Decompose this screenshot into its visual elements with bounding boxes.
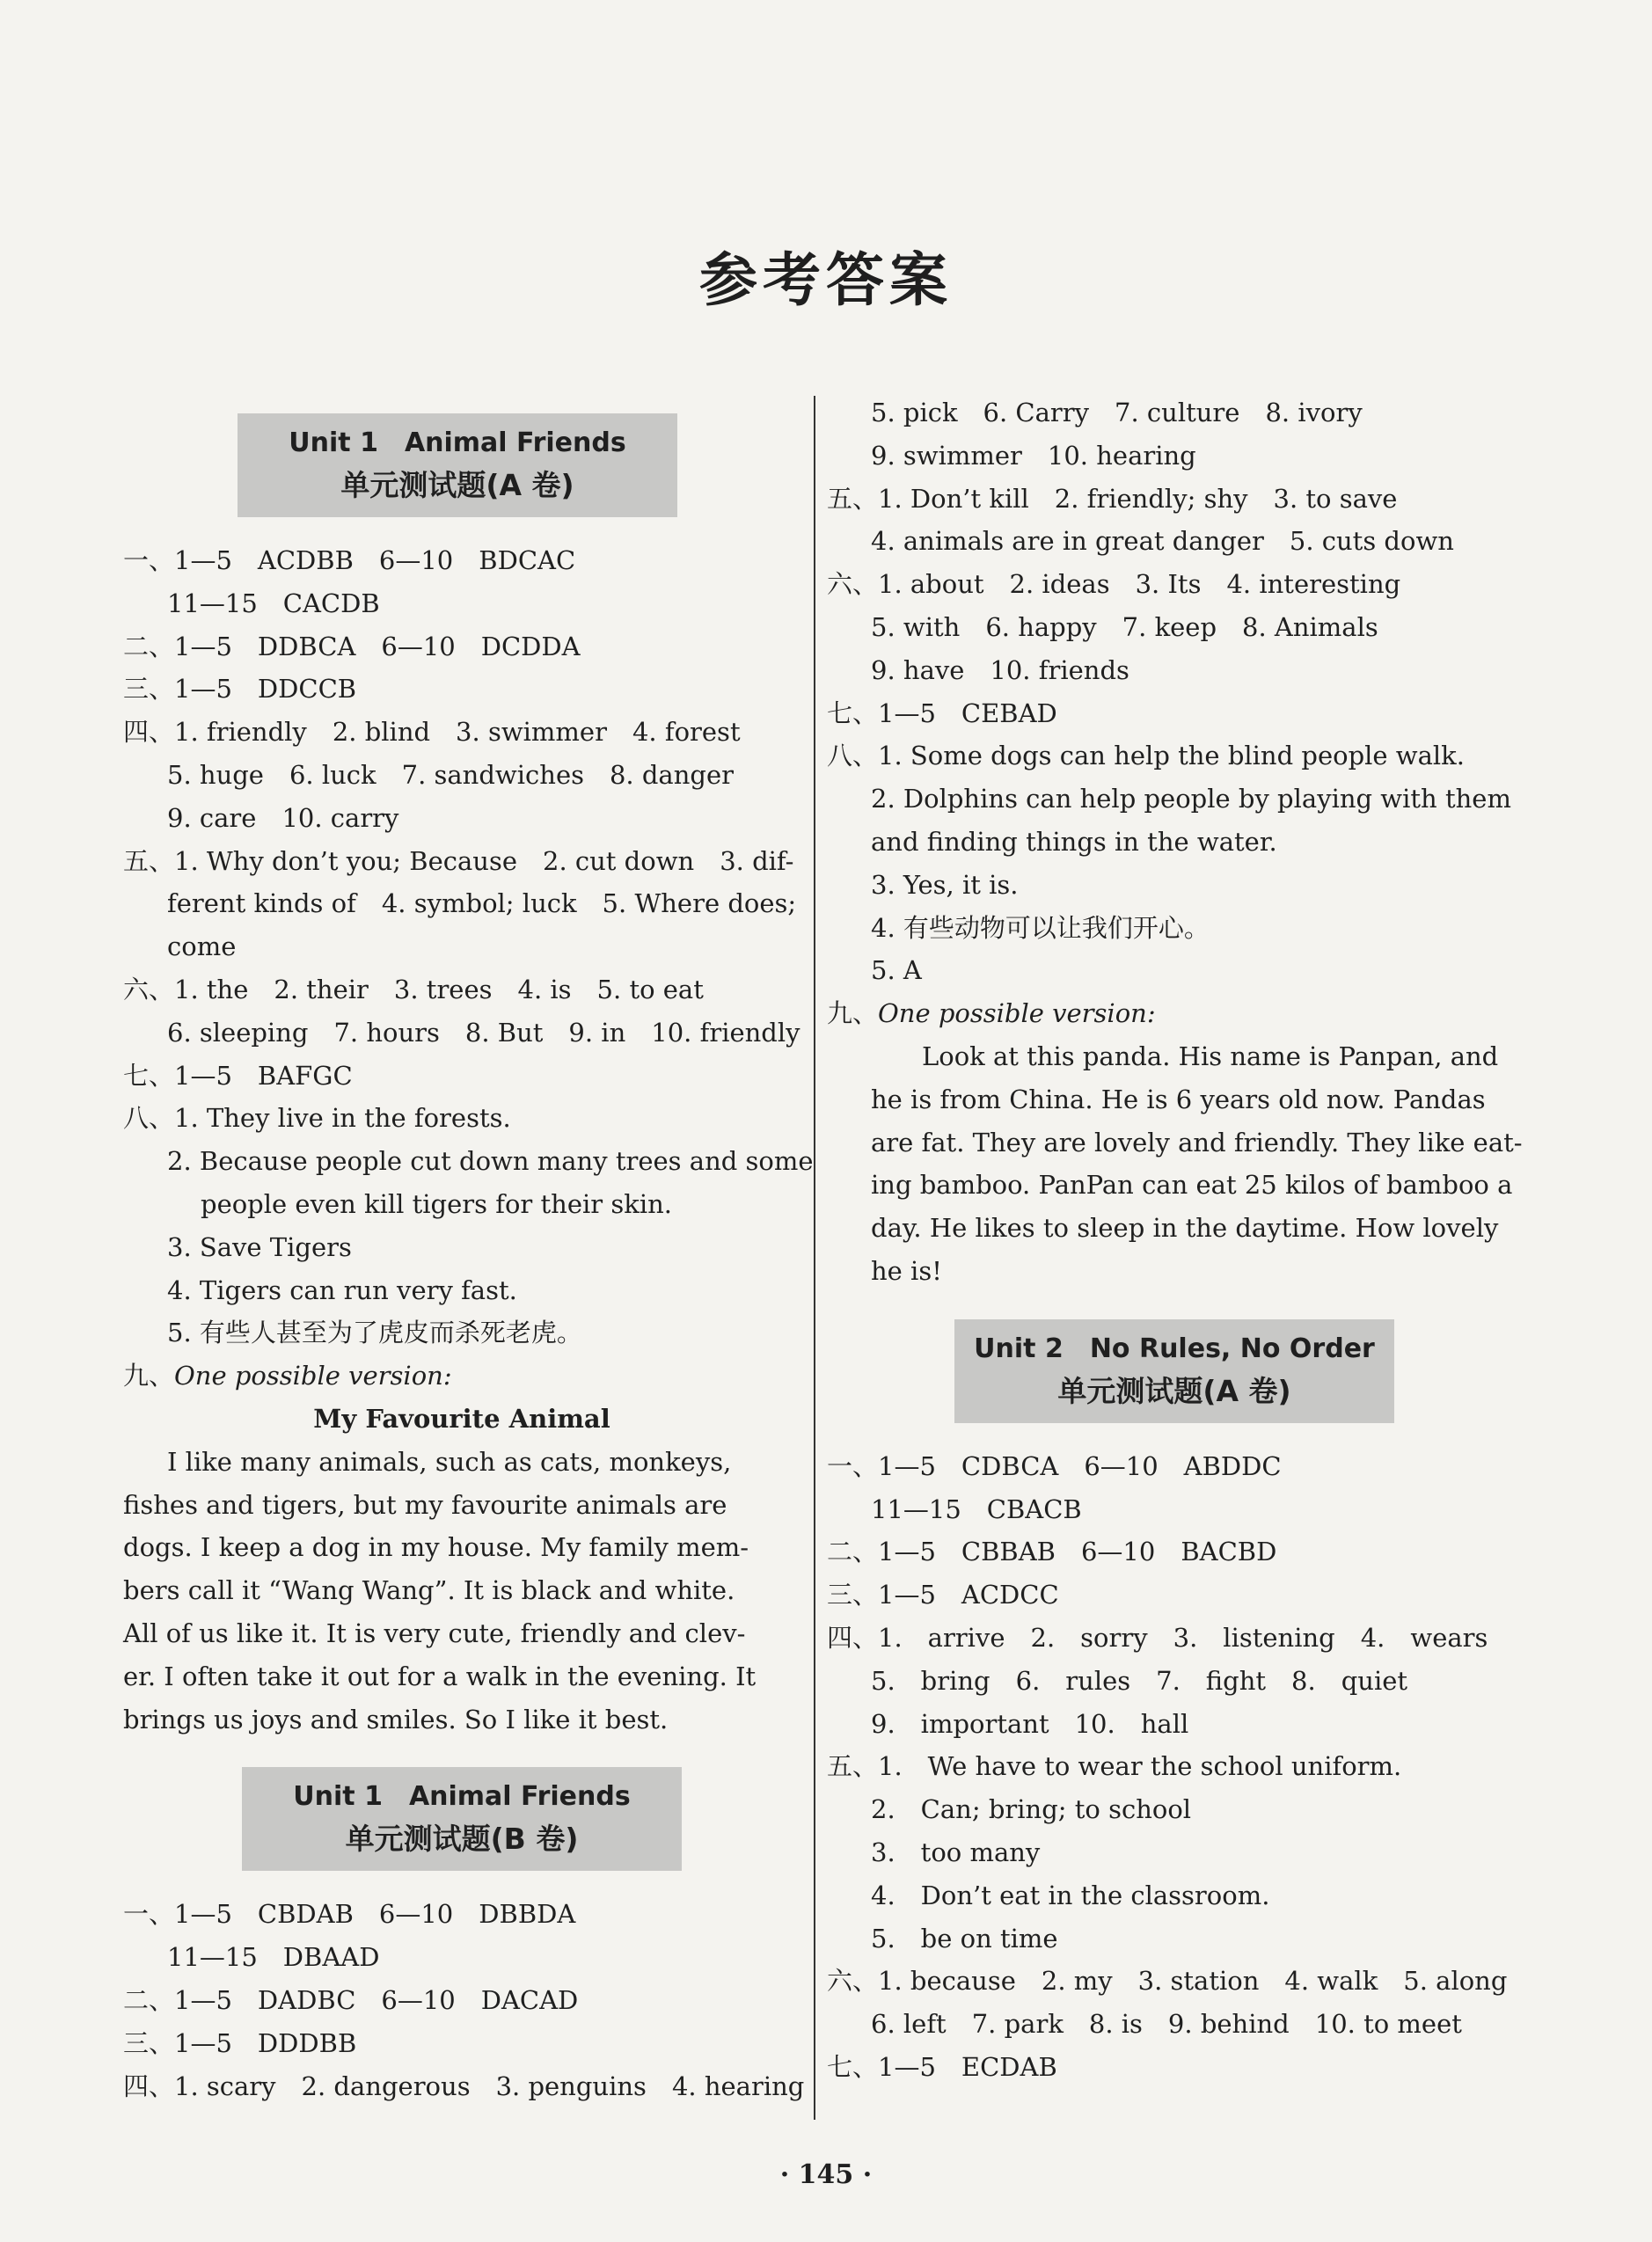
answer-line: and finding things in the water. xyxy=(871,826,1277,857)
answer-line: day. He likes to sleep in the daytime. How lovely xyxy=(871,1213,1499,1244)
answer-line: 9. swimmer 10. hearing xyxy=(871,440,1196,471)
answer-line xyxy=(827,992,1513,1035)
answer-line: 5. 有些人甚至为了虎皮而杀死老虎。 xyxy=(167,1318,582,1348)
answer-line: are fat. They are lovely and friendly. They like eat- xyxy=(871,1127,1523,1158)
answer-line: 3. Yes, it is. xyxy=(871,869,1019,900)
answer-line: 2. Because people cut down many trees and some xyxy=(167,1146,814,1177)
answer-line: All of us like it. It is very cute, friendly and clev- xyxy=(123,1618,746,1648)
answer-line: 4. animals are in great danger 5. cuts down xyxy=(871,526,1454,557)
answer-line: 七、1—5 CEBAD xyxy=(827,697,1057,728)
answer-line: 3. Save Tigers xyxy=(167,1231,352,1262)
answer-line: 六、1. about 2. ideas 3. Its 4. interesting xyxy=(827,569,1401,600)
question-number: 九、 xyxy=(827,998,879,1029)
answer-line: 六、1. the 2. their 3. trees 4. is 5. to eat xyxy=(123,974,704,1004)
right-column xyxy=(827,391,1523,2089)
answer-line: 2. Can; bring; to school xyxy=(871,1794,1192,1825)
answer-line: 一、1—5 ACDBB 6—10 BDCAC xyxy=(123,545,576,575)
answer-line: 六、1. because 2. my 3. station 4. walk 5. along xyxy=(827,1966,1508,1997)
test-title: 单元测试题(A 卷) xyxy=(340,468,574,502)
answer-line: 三、1—5 ACDCC xyxy=(827,1580,1059,1610)
answer-line: 9. have 10. friends xyxy=(871,654,1129,685)
answer-line: 5. with 6. happy 7. keep 8. Animals xyxy=(871,611,1378,642)
answer-line: 二、1—5 DADBC 6—10 DACAD xyxy=(123,1984,579,2015)
answer-line: 5. A xyxy=(871,955,922,986)
answer-line: fishes and tigers, but my favourite animals are xyxy=(123,1489,727,1520)
answer-line: 三、1—5 DDCCB xyxy=(123,674,357,705)
answer-line: bers call it “Wang Wang”. It is black and white. xyxy=(123,1575,735,1606)
spacer xyxy=(123,1741,800,1767)
answer-line: 八、1. Some dogs can help the blind people walk. xyxy=(827,741,1465,771)
answer-line: ing bamboo. PanPan can eat 25 kilos of bamboo a xyxy=(871,1170,1513,1201)
answer-line: 11—15 CBACB xyxy=(871,1493,1082,1524)
answer-line: dogs. I keep a dog in my house. My family mem- xyxy=(123,1532,749,1563)
answer-line: 七、1—5 ECDAB xyxy=(827,2051,1057,2082)
answer-line: Look at this panda. His name is Panpan, and xyxy=(871,1041,1499,1071)
answer-line: 4. 有些动物可以让我们开心。 xyxy=(871,912,1210,943)
spacer xyxy=(827,1293,1513,1319)
answer-line: 二、1—5 DDBCA 6—10 DCDDA xyxy=(123,631,581,661)
column-divider xyxy=(814,396,815,2120)
section-header-box xyxy=(242,1767,682,1871)
answer-line: 5. huge 6. luck 7. sandwiches 8. danger xyxy=(167,759,734,790)
answer-line: 6. left 7. park 8. is 9. behind 10. to meet xyxy=(871,2009,1462,2040)
answer-line: 11—15 DBAAD xyxy=(167,1942,380,1973)
answer-line: 2. Dolphins can help people by playing with them xyxy=(871,784,1511,814)
essay-title: My Favourite Animal xyxy=(313,1403,610,1434)
version-label: One possible version: xyxy=(174,1361,452,1391)
answer-line: people even kill tigers for their skin. xyxy=(201,1188,672,1219)
left-column xyxy=(123,413,814,2107)
answer-line: I like many animals, such as cats, monkeys, xyxy=(167,1446,732,1477)
answer-line: 三、1—5 DDDBB xyxy=(123,2027,357,2058)
answer-line: ferent kinds of 4. symbol; luck 5. Where does; xyxy=(167,888,797,919)
answer-line: 5. be on time xyxy=(871,1923,1058,1954)
answer-line: 二、1—5 CBBAB 6—10 BACBD xyxy=(827,1537,1277,1567)
answer-line: 9. care 10. carry xyxy=(167,802,399,833)
test-title: 单元测试题(A 卷) xyxy=(1057,1373,1291,1408)
section-header-box xyxy=(238,413,677,517)
answer-line: 4. Tigers can run very fast. xyxy=(167,1274,517,1305)
answer-line: 七、1—5 BAFGC xyxy=(123,1060,353,1091)
unit-title: Unit 1 Animal Friends xyxy=(293,1781,631,1813)
answer-line: 八、1. They live in the forests. xyxy=(123,1103,511,1134)
answer-line: brings us joys and smiles. So I like it best. xyxy=(123,1704,669,1734)
answer-line: he is from China. He is 6 years old now. Pandas xyxy=(871,1084,1486,1114)
answer-line: 4. Don’t eat in the classroom. xyxy=(871,1880,1270,1910)
answer-line: 五、1. Don’t kill 2. friendly; shy 3. to save xyxy=(827,483,1398,514)
answer-line: 四、1. friendly 2. blind 3. swimmer 4. forest xyxy=(123,717,741,748)
answer-line: er. I often take it out for a walk in the evening. It xyxy=(123,1661,757,1691)
answer-line: 3. too many xyxy=(871,1837,1041,1867)
unit-title: Unit 1 Animal Friends xyxy=(289,427,626,458)
answer-line: 5. pick 6. Carry 7. culture 8. ivory xyxy=(871,398,1363,427)
answer-line: come xyxy=(167,931,237,962)
answer-line: he is! xyxy=(871,1255,942,1286)
answer-line: 一、1—5 CBDAB 6—10 DBBDA xyxy=(123,1899,576,1930)
answer-line: 五、1. We have to wear the school uniform. xyxy=(827,1751,1402,1782)
answer-line: 五、1. Why don’t you; Because 2. cut down 3. dif- xyxy=(123,845,794,876)
version-label: One possible version: xyxy=(878,998,1156,1029)
test-title: 单元测试题(B 卷) xyxy=(345,1822,579,1857)
answer-line: 11—15 CACDB xyxy=(167,588,380,618)
answer-line: 四、1. scary 2. dangerous 3. penguins 4. hearing xyxy=(123,2070,805,2101)
unit-title: Unit 2 No Rules, No Order xyxy=(974,1333,1375,1364)
page-title: 参考答案 xyxy=(699,246,953,314)
answer-line: 6. sleeping 7. hours 8. But 9. in 10. friendly xyxy=(167,1017,800,1048)
answer-line: 一、1—5 CDBCA 6—10 ABDDC xyxy=(827,1450,1282,1481)
question-number: 九、 xyxy=(123,1361,175,1391)
section-header-box xyxy=(954,1319,1394,1423)
answer-line: 四、1. arrive 2. sorry 3. listening 4. wears xyxy=(827,1622,1488,1653)
answer-line xyxy=(123,1355,800,1398)
answer-line: 5. bring 6. rules 7. fight 8. quiet xyxy=(871,1665,1408,1696)
answer-line: 9. important 10. hall xyxy=(871,1708,1189,1739)
page-number: · 145 · xyxy=(779,2159,873,2190)
